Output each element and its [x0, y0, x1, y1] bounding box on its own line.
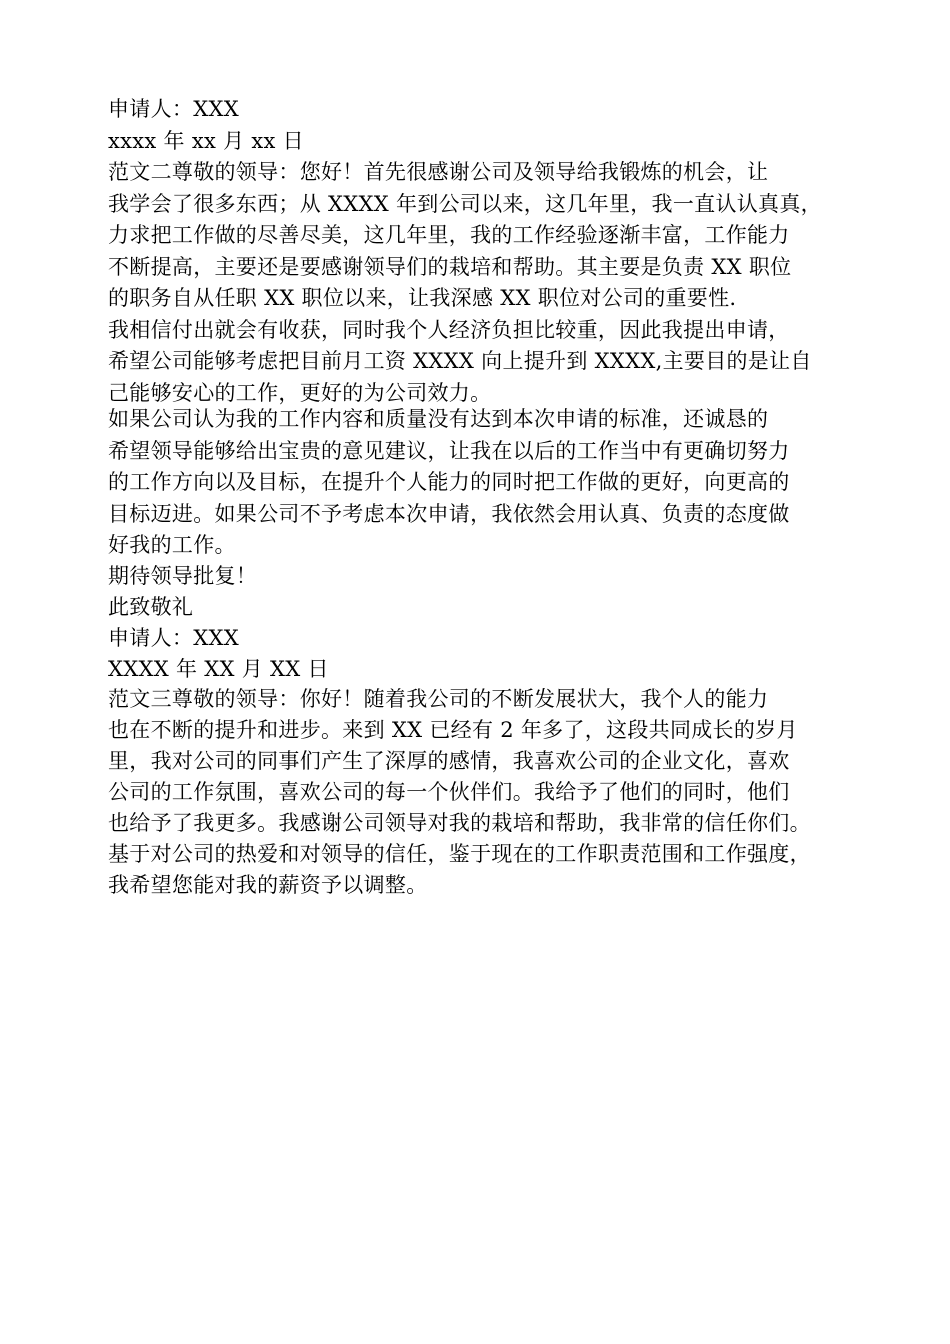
text-line: 己能够安心的工作，更好的为公司效力。 [108, 381, 492, 405]
text-line: 申请人：XXX [108, 97, 239, 121]
text-line: 希望领导能够给出宝贵的意见建议，让我在以后的工作当中有更确切努力 [108, 439, 790, 463]
text-line: 范文三尊敬的领导：你好！随着我公司的不断发展状大，我个人的能力 [108, 687, 769, 711]
text-line: 力求把工作做的尽善尽美，这几年里，我的工作经验逐渐丰富，工作能力 [108, 223, 790, 247]
text-line: 申请人：XXX [108, 626, 239, 650]
text-line: 的工作方向以及目标，在提升个人能力的同时把工作做的更好，向更高的 [108, 470, 790, 494]
text-line: 不断提高，主要还是要感谢领导们的栽培和帮助。其主要是负责 XX 职位 [108, 255, 792, 279]
text-line: 的职务自从任职 XX 职位以来，让我深感 XX 职位对公司的重要性. [108, 286, 737, 310]
text-line: 期待领导批复！ [108, 564, 258, 588]
text-line: 希望公司能够考虑把目前月工资 XXXX 向上提升到 XXXX,主要目的是让自 [108, 349, 812, 373]
text-line: 范文二尊敬的领导：您好！首先很感谢公司及领导给我锻炼的机会，让 [108, 160, 769, 184]
text-line: 我学会了很多东西；从 XXXX 年到公司以来，这几年里，我一直认认真真， [108, 192, 822, 216]
text-line: 好我的工作。 [108, 533, 236, 557]
text-line: 也给予了我更多。我感谢公司领导对我的栽培和帮助，我非常的信任你们。 [108, 811, 811, 835]
text-line: 基于对公司的热爱和对领导的信任，鉴于现在的工作职责范围和工作强度， [108, 842, 811, 866]
text-line: 里，我对公司的同事们产生了深厚的感情，我喜欢公司的企业文化，喜欢 [108, 749, 790, 773]
text-line: 我相信付出就会有收获，同时我个人经济负担比较重，因此我提出申请， [108, 318, 790, 342]
text-line: 公司的工作氛围，喜欢公司的每一个伙伴们。我给予了他们的同时，他们 [108, 780, 790, 804]
text-line: XXXX 年 XX 月 XX 日 [108, 657, 329, 681]
text-line: xxxx 年 xx 月 xx 日 [108, 129, 304, 153]
text-line: 如果公司认为我的工作内容和质量没有达到本次申请的标准，还诚恳的 [108, 407, 769, 431]
text-line: 目标迈进。如果公司不予考虑本次申请，我依然会用认真、负责的态度做 [108, 502, 790, 526]
text-line: 也在不断的提升和进步。来到 XX 已经有 2 年多了，这段共同成长的岁月 [108, 718, 798, 742]
text-line: 此致敬礼 [108, 595, 194, 619]
text-line: 我希望您能对我的薪资予以调整。 [108, 873, 428, 897]
